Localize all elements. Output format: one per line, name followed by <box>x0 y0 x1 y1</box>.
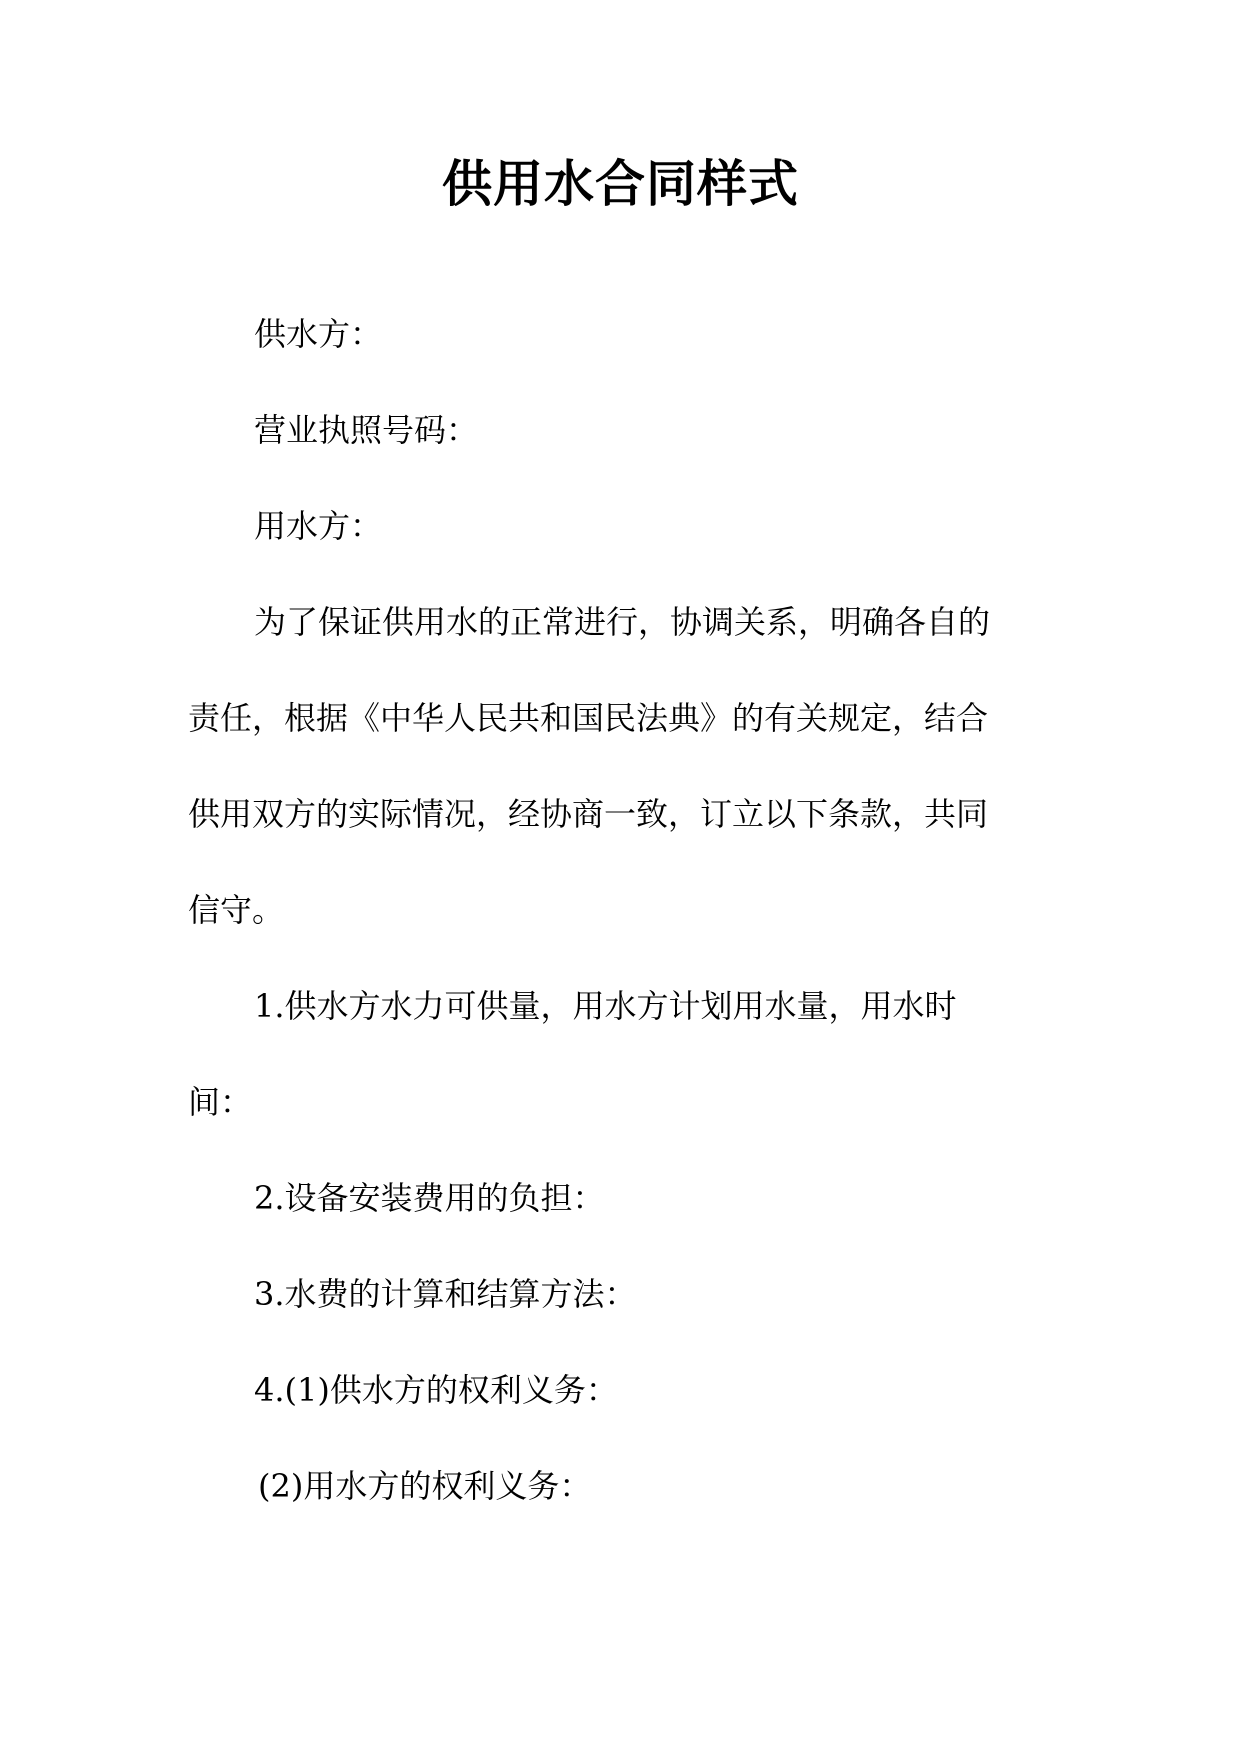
business-license-field: 营业执照号码： <box>254 411 479 449</box>
clause-4-2: (2)用水方的权利义务： <box>258 1467 592 1505</box>
preamble-line-3: 供用双方的实际情况，经协商一致，订立以下条款，共同 <box>188 795 989 833</box>
preamble-line-4: 信守。 <box>188 891 285 929</box>
consumer-field: 用水方： <box>254 507 383 545</box>
clause-2: 2.设备安装费用的负担： <box>254 1179 605 1217</box>
document-title: 供用水合同样式 <box>442 155 799 213</box>
clause-4-1: 4.(1)供水方的权利义务： <box>254 1371 618 1409</box>
preamble-line-1: 为了保证供用水的正常进行，协调关系，明确各自的 <box>254 603 991 641</box>
clause-1-line-2: 间： <box>188 1083 253 1121</box>
clause-1-line-1: 1.供水方水力可供量，用水方计划用水量，用水时 <box>254 987 957 1025</box>
preamble-line-2: 责任，根据《中华人民共和国民法典》的有关规定，结合 <box>188 699 989 737</box>
supplier-field: 供水方： <box>254 315 383 353</box>
clause-3: 3.水费的计算和结算方法： <box>254 1275 637 1313</box>
